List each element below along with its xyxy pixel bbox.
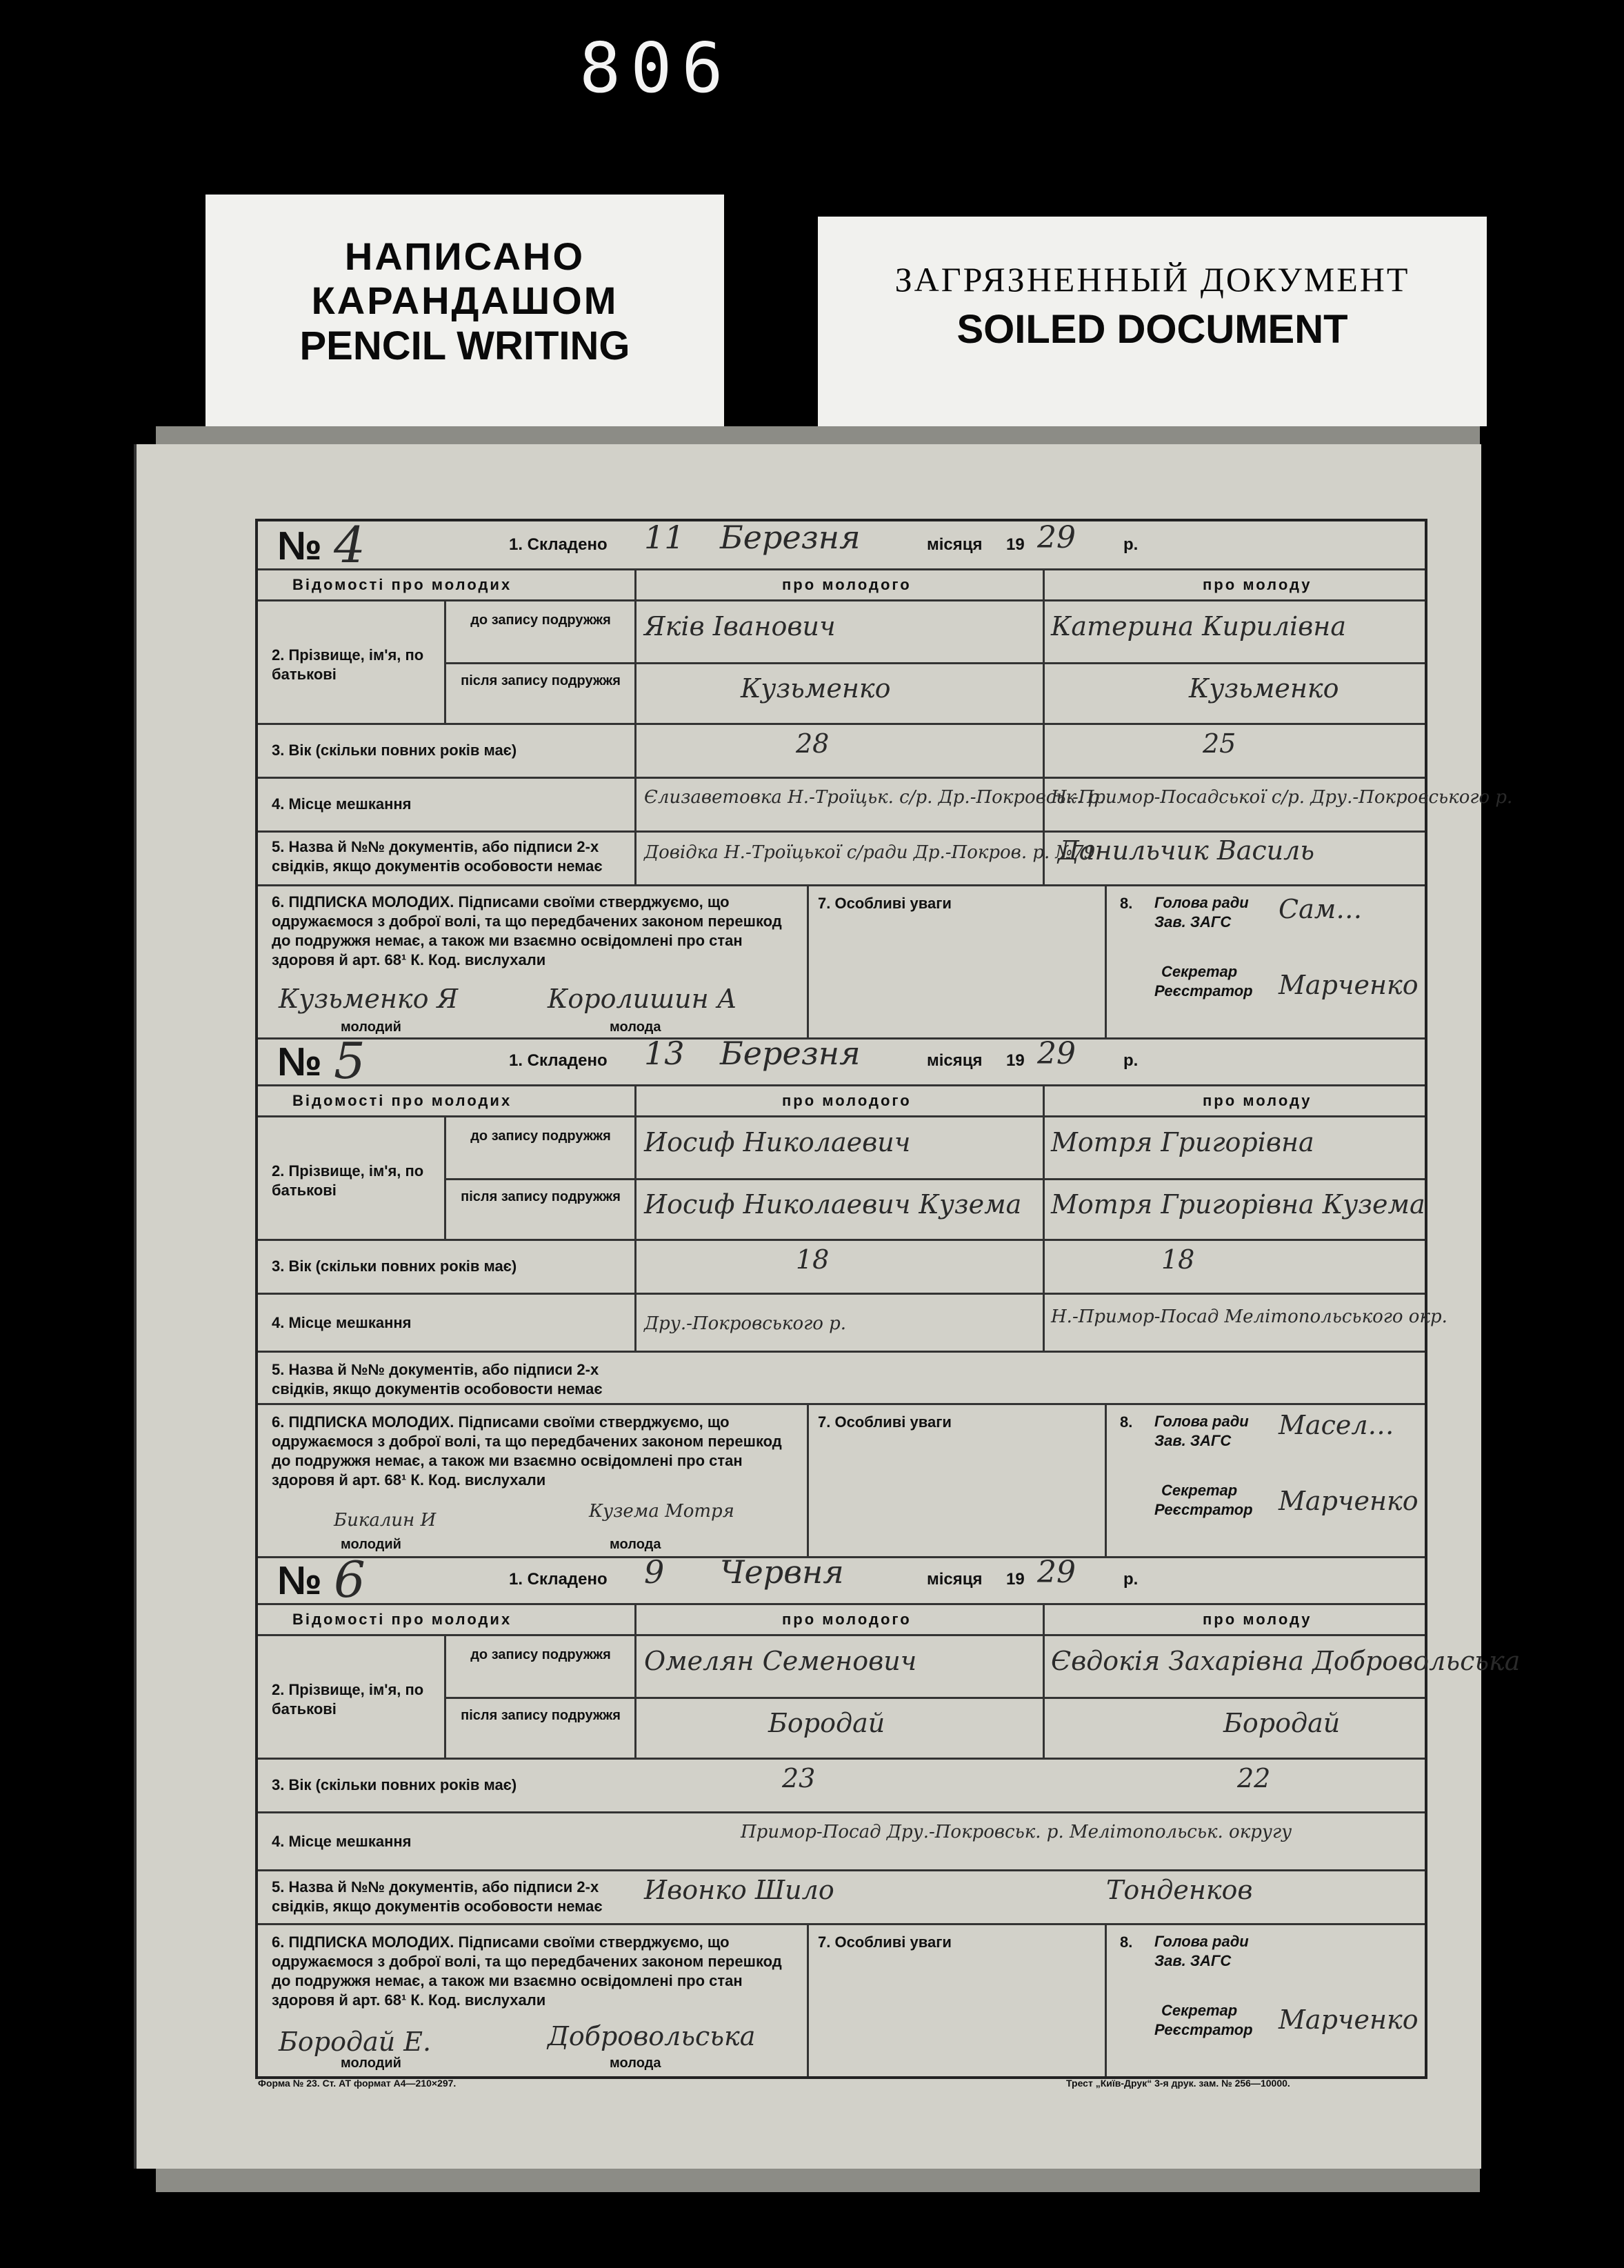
bride-signature: Королишин А [548, 984, 737, 1014]
after-marriage-label: після запису подружжя [461, 1189, 621, 1204]
year-suffix: р. [1123, 535, 1139, 554]
bride-sig-caption: молода [610, 2056, 661, 2071]
age-row-label: 3. Вік (скільки повних років має) [272, 1776, 517, 1793]
record-year: 29 [1037, 1555, 1076, 1590]
section-label: Відомості про молодих [292, 576, 512, 593]
before-marriage-label: до запису подружжя [470, 613, 611, 628]
record-number: 4 [334, 516, 365, 574]
stamp-line: НАПИСАНО [344, 235, 585, 278]
residence-row-label: 4. Місце мешкання [272, 1833, 412, 1850]
column-header [258, 1086, 1425, 1117]
before-marriage-label: до запису подружжя [470, 1128, 611, 1144]
documents-row-label: 5. Назва й №№ документів, або підписи 2-х свідків, якщо документів особовости немає [272, 1878, 603, 1915]
form-footer: Форма № 23. Ст. АТ формат А4—210×297. [258, 2078, 457, 2089]
stamp-line: КАРАНДАШОМ [311, 279, 619, 322]
section8-label: 8. [1120, 895, 1133, 912]
groom-residence: Дру.-Покровського р. [644, 1313, 847, 1334]
year-prefix: 19 [1006, 1051, 1025, 1070]
bride-column-label: про молоду [1203, 1092, 1312, 1109]
number-sign: № [277, 524, 322, 568]
stamp-line: SOILED DOCUMENT [956, 307, 1348, 352]
record-number: 5 [334, 1032, 365, 1090]
printer-footer: Трест „Київ-Друк“ 3-я друк. зам. № 256—10000. [1066, 2078, 1290, 2089]
registrar-signature: Марченко [1279, 2005, 1419, 2035]
pencil-writing-stamp [205, 195, 724, 429]
name-row-label: 2. Прізвище, ім'я, по батькові [272, 646, 424, 683]
groom-signature: Бикалин И [334, 1510, 437, 1531]
archive-number: 806 [579, 28, 733, 108]
groom-name-before: Иосиф Николаевич [644, 1127, 911, 1157]
month-label: місяця [927, 1570, 983, 1589]
section-label: Відомості про молодих [292, 1611, 512, 1628]
zags-label: Зав. ЗАГС [1154, 913, 1232, 931]
section-label: Відомості про молодих [292, 1092, 512, 1109]
compiled-label: 1. Складено [509, 535, 608, 554]
bride-sig-caption: молода [610, 1019, 661, 1035]
compiled-label: 1. Складено [509, 1570, 608, 1589]
groom-age: 28 [796, 728, 830, 759]
bride-signature: Кузема Мотря [589, 1501, 734, 1522]
record-year: 29 [1037, 520, 1076, 555]
bride-column-label: про молоду [1203, 576, 1312, 593]
month-label: місяця [927, 535, 983, 554]
groom-column-label: про молодого [782, 576, 912, 593]
record-month: Червня [720, 1553, 844, 1591]
bride-sig-caption: молода [610, 1537, 661, 1552]
before-marriage-label: до запису подружжя [470, 1647, 611, 1662]
section8-label: 8. [1120, 1413, 1133, 1431]
secretary-label: Секретар [1161, 2002, 1238, 2019]
groom-name-before: Омелян Семенович [644, 1646, 917, 1676]
groom-name-after: Иосиф Николаевич Кузема [644, 1189, 1022, 1220]
marriage-record [258, 1551, 1521, 2076]
bride-column-label: про молоду [1203, 1611, 1312, 1628]
groom-name-after: Кузьменко [741, 673, 891, 704]
year-prefix: 19 [1006, 1570, 1025, 1589]
groom-residence: Єлизаветовка Н.-Троїцьк. с/р. Др.-Покровськ. р. [644, 787, 1105, 808]
name-row-label: 2. Прізвище, ім'я, по батькові [272, 1162, 424, 1199]
marriage-register-form [255, 516, 1521, 2079]
age-row-label: 3. Вік (скільки повних років має) [272, 1257, 517, 1275]
zags-label: Зав. ЗАГС [1154, 1952, 1232, 1969]
record-year: 29 [1037, 1036, 1076, 1071]
bride-documents: Данильчик Василь [1058, 835, 1315, 866]
bride-name-before: Катерина Кирилівна [1051, 611, 1346, 641]
groom-age: 18 [796, 1244, 830, 1275]
documents-row-label: 5. Назва й №№ документів, або підписи 2-х свідків, якщо документів особовости немає [272, 838, 603, 875]
bride-name-before: Мотря Григорівна [1051, 1127, 1314, 1157]
bride-age: 25 [1203, 728, 1236, 759]
record-day: 11 [644, 519, 685, 556]
groom-signature: Кузьменко Я [279, 984, 459, 1014]
groom-column-label: про молодого [782, 1092, 912, 1109]
secretary-label: Секретар [1161, 1482, 1238, 1499]
groom-sig-caption: молодий [341, 1537, 401, 1552]
special-notes-label: 7. Особливі уваги [818, 895, 952, 912]
groom-documents: Ивонко Шило [644, 1875, 834, 1905]
bride-name-before: Євдокія Захарівна Добровольська [1051, 1646, 1521, 1676]
subscription-label: 6. ПІДПИСКА МОЛОДИХ. Підписами своїми стверджуємо, що одружаємося з доброї волі, та що передбачених законом перешкод до подружжя немає, а також ми взаємно освідомлені про стан здоровя й арт. 68¹ К. Код. вислухали [272, 1413, 782, 1489]
soiled-document-stamp [818, 217, 1487, 426]
column-header [258, 1605, 1425, 1636]
head-signature: Сам… [1279, 894, 1363, 924]
record-month: Березня [720, 1035, 861, 1072]
stamp-line: ЗАГРЯЗНЕННЫЙ ДОКУМЕНТ [894, 260, 1410, 299]
stamp-line: PENCIL WRITING [299, 324, 630, 368]
groom-sig-caption: молодий [341, 2056, 401, 2071]
bride-name-after: Мотря Григорівна Кузема [1051, 1189, 1425, 1220]
record-header [258, 1032, 1425, 1090]
bride-documents: Тонденков [1106, 1875, 1253, 1905]
month-label: місяця [927, 1051, 983, 1070]
after-marriage-label: після запису подружжя [461, 1708, 621, 1723]
registrar-label: Реєстратор [1154, 2021, 1253, 2038]
bride-residence: Н.-Примор-Посадської с/р. Дру.-Покровського р. [1051, 787, 1513, 808]
documents-row-label: 5. Назва й №№ документів, або підписи 2-х свідків, якщо документів особовости немає [272, 1361, 603, 1397]
head-label: Голова ради [1154, 1413, 1249, 1430]
groom-name-after: Бородай [768, 1708, 885, 1738]
special-notes-label: 7. Особливі уваги [818, 1413, 952, 1431]
subscription-label: 6. ПІДПИСКА МОЛОДИХ. Підписами своїми стверджуємо, що одружаємося з доброї волі, та що передбачених законом перешкод до подружжя немає, а також ми взаємно освідомлені про стан здоровя й арт. 68¹ К. Код. вислухали [272, 1933, 782, 2009]
bride-residence: Н.-Примор-Посад Мелітопольського окр. [1051, 1306, 1447, 1327]
secretary-label: Секретар [1161, 963, 1238, 980]
groom-residence: Примор-Посад Дру.-Покровськ. р. Мелітопольськ. округу [741, 1822, 1292, 1842]
groom-sig-caption: молодий [341, 1019, 401, 1035]
record-number: 6 [334, 1551, 365, 1609]
compiled-label: 1. Складено [509, 1051, 608, 1070]
name-row-label: 2. Прізвище, ім'я, по батькові [272, 1681, 424, 1718]
year-prefix: 19 [1006, 535, 1025, 554]
age-row-label: 3. Вік (скільки повних років має) [272, 742, 517, 759]
registrar-label: Реєстратор [1154, 982, 1253, 999]
residence-row-label: 4. Місце мешкання [272, 795, 412, 813]
marriage-record [258, 516, 1513, 1040]
groom-age: 23 [782, 1763, 816, 1793]
column-header [258, 570, 1425, 601]
section8-label: 8. [1120, 1933, 1133, 1951]
head-label: Голова ради [1154, 1933, 1249, 1950]
marriage-record [258, 1032, 1447, 1558]
record-month: Березня [720, 519, 861, 556]
zags-label: Зав. ЗАГС [1154, 1432, 1232, 1449]
groom-name-before: Яків Іванович [644, 611, 836, 641]
groom-documents: Довідка Н.-Троїцької с/ради Др.-Покров. р. №79 [644, 842, 1096, 863]
record-header [258, 1551, 1425, 1609]
bride-name-after: Бородай [1223, 1708, 1341, 1738]
groom-signature: Бородай Е. [279, 2027, 432, 2057]
document-page [134, 444, 1521, 2169]
registrar-label: Реєстратор [1154, 1501, 1253, 1518]
record-header [258, 516, 1425, 574]
record-day: 9 [644, 1553, 665, 1591]
registrar-signature: Марченко [1279, 1486, 1419, 1516]
bride-signature: Добровольська [548, 2021, 756, 2051]
after-marriage-label: після запису подружжя [461, 673, 621, 688]
head-signature: Масел… [1279, 1410, 1394, 1440]
bride-name-after: Кузьменко [1189, 673, 1339, 704]
registrar-signature: Марченко [1279, 970, 1419, 1000]
bride-age: 22 [1237, 1763, 1271, 1793]
head-label: Голова ради [1154, 894, 1249, 911]
subscription-label: 6. ПІДПИСКА МОЛОДИХ. Підписами своїми стверджуємо, що одружаємося з доброї волі, та що передбачених законом перешкод до подружжя немає, а також ми взаємно освідомлені про стан здоровя й арт. 68¹ К. Код. вислухали [272, 893, 782, 968]
number-sign: № [277, 1040, 322, 1084]
residence-row-label: 4. Місце мешкання [272, 1314, 412, 1331]
special-notes-label: 7. Особливі уваги [818, 1933, 952, 1951]
groom-column-label: про молодого [782, 1611, 912, 1628]
year-suffix: р. [1123, 1051, 1139, 1070]
record-day: 13 [644, 1035, 685, 1072]
year-suffix: р. [1123, 1570, 1139, 1589]
number-sign: № [277, 1558, 322, 1603]
bride-age: 18 [1161, 1244, 1195, 1275]
